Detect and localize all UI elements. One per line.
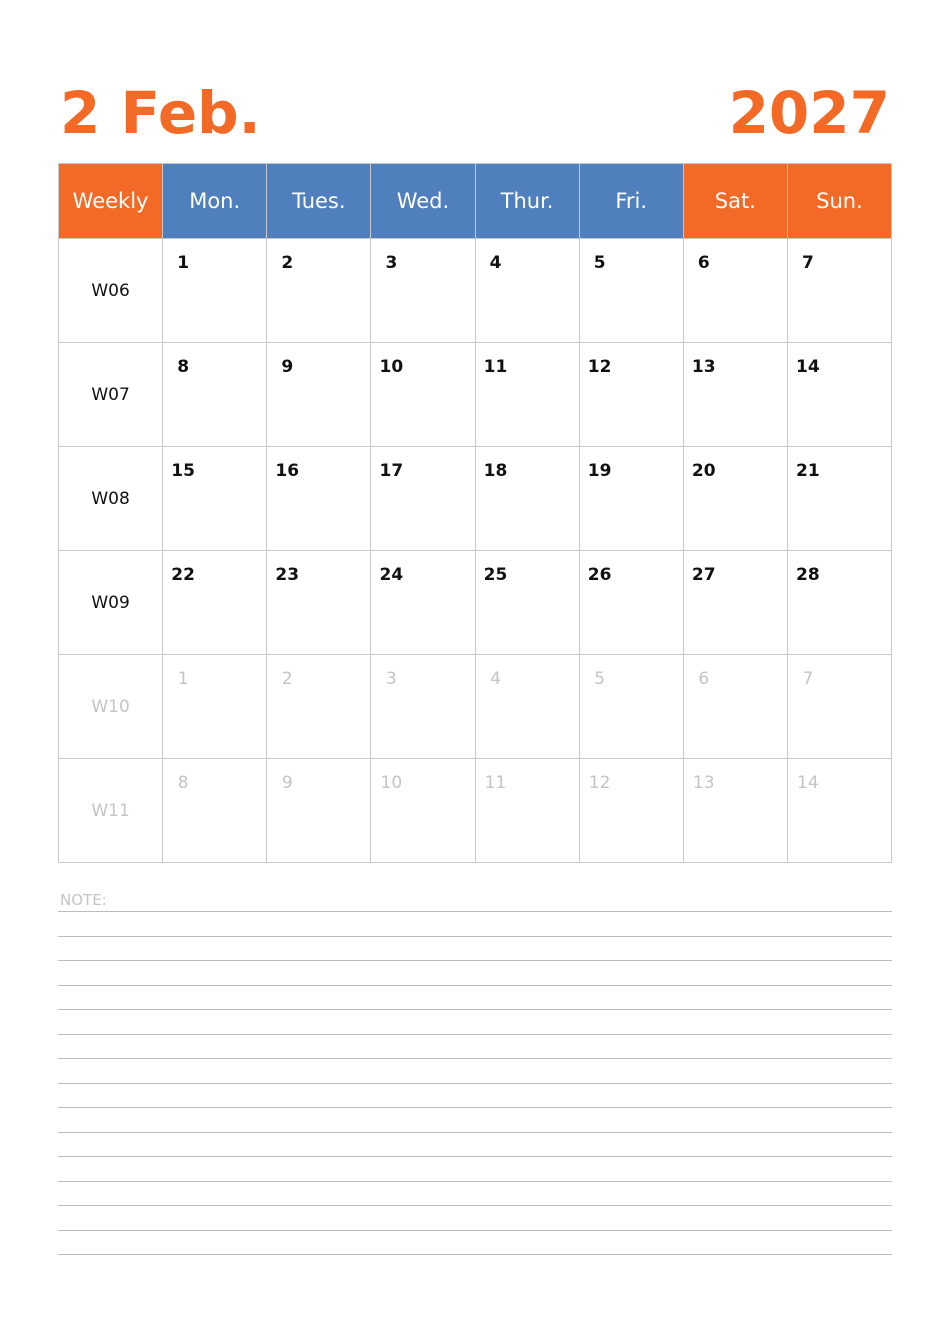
note-line[interactable] xyxy=(58,1206,892,1231)
header-row xyxy=(59,164,892,239)
day-cell[interactable] xyxy=(475,239,579,343)
day-cell[interactable] xyxy=(787,551,891,655)
note-line[interactable] xyxy=(58,986,892,1011)
day-cell[interactable] xyxy=(579,759,683,863)
day-number: 3 xyxy=(385,669,397,689)
column-header-sunday: Sun. xyxy=(787,164,891,239)
day-cell[interactable] xyxy=(475,759,579,863)
day-number: 15 xyxy=(171,461,195,481)
day-cell[interactable] xyxy=(579,239,683,343)
week-row xyxy=(59,759,892,863)
day-number: 10 xyxy=(379,357,404,377)
week-row xyxy=(59,239,892,343)
day-cell[interactable] xyxy=(475,655,579,759)
note-lines xyxy=(58,911,892,1255)
day-number: 26 xyxy=(587,565,612,585)
day-number: 21 xyxy=(796,461,820,481)
day-cell[interactable] xyxy=(371,239,475,343)
day-cell[interactable] xyxy=(163,551,267,655)
day-cell[interactable] xyxy=(683,759,787,863)
note-line[interactable] xyxy=(58,1231,892,1256)
day-cell[interactable] xyxy=(579,655,683,759)
day-number: 12 xyxy=(588,773,611,793)
day-number: 13 xyxy=(691,357,716,377)
week-number-cell: W10 xyxy=(59,655,163,759)
day-number: 4 xyxy=(489,253,502,273)
note-line[interactable] xyxy=(58,1157,892,1182)
day-number: 11 xyxy=(484,773,507,793)
day-cell[interactable] xyxy=(371,343,475,447)
note-line[interactable] xyxy=(58,912,892,937)
day-number: 6 xyxy=(698,669,710,689)
day-cell[interactable] xyxy=(579,551,683,655)
day-number: 2 xyxy=(281,669,293,689)
day-cell[interactable] xyxy=(163,343,267,447)
day-cell[interactable] xyxy=(371,759,475,863)
day-number: 27 xyxy=(691,565,716,585)
day-number: 13 xyxy=(692,773,715,793)
day-number: 8 xyxy=(177,357,190,377)
note-line[interactable] xyxy=(58,961,892,986)
day-cell[interactable] xyxy=(163,655,267,759)
day-cell[interactable] xyxy=(475,447,579,551)
day-cell[interactable] xyxy=(267,343,371,447)
note-line[interactable] xyxy=(58,1059,892,1084)
day-number: 8 xyxy=(177,773,189,793)
day-number: 28 xyxy=(796,565,820,585)
day-cell[interactable] xyxy=(267,655,371,759)
day-number: 9 xyxy=(281,773,293,793)
day-cell[interactable] xyxy=(267,759,371,863)
day-cell[interactable] xyxy=(475,343,579,447)
note-line[interactable] xyxy=(58,1084,892,1109)
day-cell[interactable] xyxy=(683,343,787,447)
column-header-saturday: Sat. xyxy=(683,164,787,239)
column-header-friday: Fri. xyxy=(579,164,683,239)
day-cell[interactable] xyxy=(579,343,683,447)
day-cell[interactable] xyxy=(787,447,891,551)
day-cell[interactable] xyxy=(683,655,787,759)
day-cell[interactable] xyxy=(163,759,267,863)
day-cell[interactable] xyxy=(683,551,787,655)
day-number: 11 xyxy=(483,357,508,377)
day-cell[interactable] xyxy=(787,759,891,863)
week-row xyxy=(59,551,892,655)
day-number: 24 xyxy=(379,565,404,585)
day-number: 14 xyxy=(797,773,819,793)
day-number: 1 xyxy=(177,669,189,689)
column-header-wednesday: Wed. xyxy=(371,164,475,239)
week-row xyxy=(59,343,892,447)
day-number: 20 xyxy=(691,461,716,481)
day-number: 12 xyxy=(587,357,612,377)
day-number: 5 xyxy=(593,253,606,273)
week-number-cell: W07 xyxy=(59,343,163,447)
day-cell[interactable] xyxy=(787,655,891,759)
note-line[interactable] xyxy=(58,1010,892,1035)
day-cell[interactable] xyxy=(267,239,371,343)
note-label: NOTE: xyxy=(60,891,107,909)
day-number: 3 xyxy=(385,253,398,273)
week-number-cell: W08 xyxy=(59,447,163,551)
day-number: 10 xyxy=(380,773,403,793)
day-number: 6 xyxy=(697,253,710,273)
week-number-cell: W11 xyxy=(59,759,163,863)
note-line[interactable] xyxy=(58,1133,892,1158)
week-row xyxy=(59,655,892,759)
day-number: 23 xyxy=(275,565,300,585)
day-cell[interactable] xyxy=(579,447,683,551)
note-line[interactable] xyxy=(58,937,892,962)
day-number: 14 xyxy=(796,357,820,377)
day-number: 17 xyxy=(379,461,404,481)
day-cell[interactable] xyxy=(683,239,787,343)
day-number: 22 xyxy=(171,565,195,585)
day-cell[interactable] xyxy=(683,447,787,551)
day-cell[interactable] xyxy=(787,343,891,447)
note-line[interactable] xyxy=(58,1182,892,1207)
day-number: 7 xyxy=(801,253,814,273)
column-header-tuesday: Tues. xyxy=(267,164,371,239)
calendar-grid xyxy=(58,163,892,863)
day-cell[interactable] xyxy=(267,551,371,655)
day-number: 2 xyxy=(281,253,294,273)
day-number: 1 xyxy=(177,253,190,273)
note-line[interactable] xyxy=(58,1035,892,1060)
day-cell[interactable] xyxy=(787,239,891,343)
day-number: 19 xyxy=(587,461,612,481)
column-header-thursday: Thur. xyxy=(475,164,579,239)
day-cell[interactable] xyxy=(371,551,475,655)
week-number-cell: W06 xyxy=(59,239,163,343)
day-cell[interactable] xyxy=(163,239,267,343)
day-cell[interactable] xyxy=(371,655,475,759)
week-number-cell: W09 xyxy=(59,551,163,655)
day-number: 25 xyxy=(483,565,508,585)
note-line[interactable] xyxy=(58,1108,892,1133)
column-header-monday: Mon. xyxy=(163,164,267,239)
day-number: 5 xyxy=(594,669,606,689)
day-number: 7 xyxy=(802,669,814,689)
day-number: 9 xyxy=(281,357,294,377)
day-number: 16 xyxy=(275,461,300,481)
day-cell[interactable] xyxy=(267,447,371,551)
column-header-weekly: Weekly xyxy=(59,164,163,239)
day-number: 18 xyxy=(483,461,508,481)
day-cell[interactable] xyxy=(475,551,579,655)
day-cell[interactable] xyxy=(371,447,475,551)
day-number: 4 xyxy=(490,669,501,689)
year-title: 2027 xyxy=(728,79,890,147)
day-cell[interactable] xyxy=(163,447,267,551)
month-title: 2 Feb. xyxy=(60,79,261,147)
week-row xyxy=(59,447,892,551)
